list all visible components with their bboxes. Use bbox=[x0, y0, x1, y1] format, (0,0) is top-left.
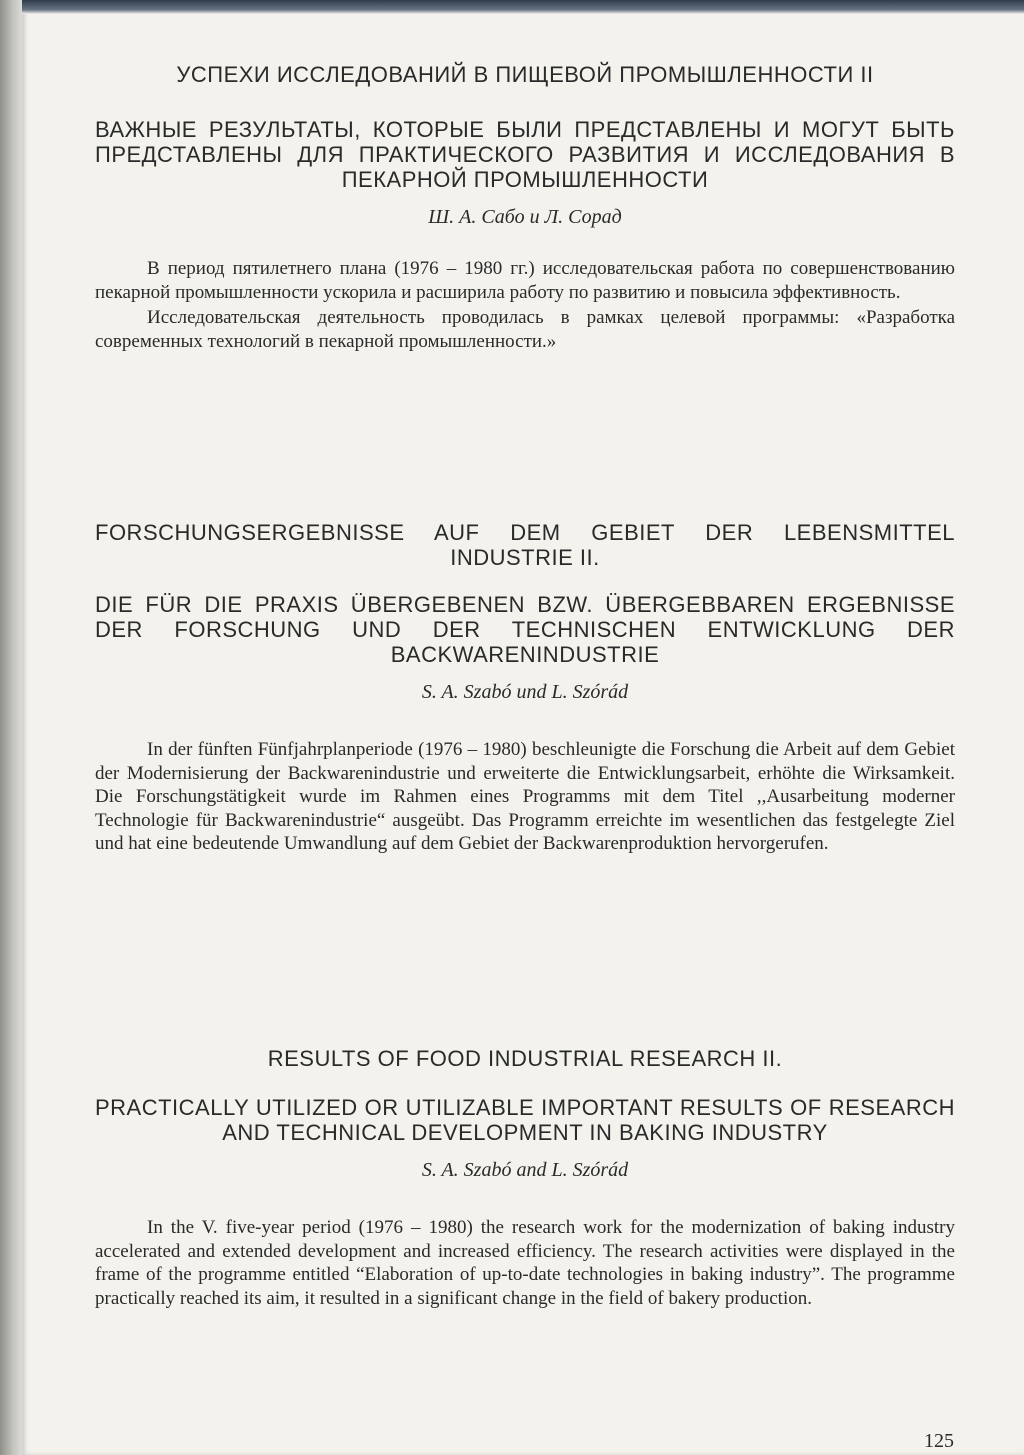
section-title: УСПЕХИ ИССЛЕДОВАНИЙ В ПИЩЕВОЙ ПРОМЫШЛЕННОСТИ II bbox=[176, 62, 874, 87]
section-subtitle: DIE FÜR DIE PRAXIS ÜBERGEBENEN BZW. ÜBERGEBBAREN ERGEBNISSE DER FORSCHUNG UND DER TECHNISCHEN ENTWICKLUNG DER BACKWARENINDUSTRIE bbox=[95, 592, 955, 667]
paragraph: In the V. five-year period (1976 – 1980) the research work for the modernization of baking industry accelerated and extended development and increased efficiency. The research activities were displayed in the frame of the programme entitled “Elaboration of up-to-date technologies in baking industry”. The programme practically reached its aim, it resulted in a significant change in the field of bakery production. bbox=[95, 1217, 955, 1309]
scan-top-edge bbox=[22, 0, 1024, 14]
section-russian bbox=[95, 62, 955, 353]
book-spine-shadow bbox=[0, 0, 22, 1455]
paragraph: В период пятилетнего плана (1976 – 1980 гг.) исследовательская работа по совершенствованию пекарной промышленности ускорила и расширила работу по развитию и повысила эффективность. bbox=[95, 258, 955, 303]
paragraph: Исследовательская деятельность проводилась в рамках целевой программы: «Разработка современных технологий в пекарной промышленности.» bbox=[95, 307, 955, 352]
authors: S. A. Szabó and L. Szórád bbox=[421, 1159, 629, 1181]
section-title: FORSCHUNGSERGEBNISSE AUF DEM GEBIET DER LEBENSMITTEL INDUSTRIE II. bbox=[95, 520, 955, 570]
paragraph: In der fünften Fünfjahrplanperiode (1976 – 1980) beschleunigte die Forschung die Arbeit auf dem Gebiet der Modernisierung der Backwarenindustrie und erweiterte die Entwicklungsarbeit, erhöhte die Wirksamkeit. Die Forschungstätigkeit wurde im Rahmen eines Programms mit dem Titel ,,Ausarbeitung moderner Technologie für Backwarenindustrie“ ausgeübt. Das Programm erreichte im wesentlichen das festgelegte Ziel und hat eine bedeutende Umwandlung auf dem Gebiet der Backwarenproduktion hervorgerufen. bbox=[95, 739, 955, 854]
section-subtitle: PRACTICALLY UTILIZED OR UTILIZABLE IMPORTANT RESULTS OF RESEARCH AND TECHNICAL DEVELOPMENT IN BAKING INDUSTRY bbox=[95, 1095, 955, 1145]
section-subtitle: ВАЖНЫЕ РЕЗУЛЬТАТЫ, КОТОРЫЕ БЫЛИ ПРЕДСТАВЛЕНЫ И МОГУТ БЫТЬ ПРЕДСТАВЛЕНЫ ДЛЯ ПРАКТИЧЕСКОГО РАЗВИТИЯ И ИССЛЕДОВАНИЯ В ПЕКАРНОЙ ПРОМЫШЛЕННОСТИ bbox=[95, 117, 955, 192]
authors: Ш. А. Сабо и Л. Сорад bbox=[428, 206, 622, 228]
section-english bbox=[95, 1046, 955, 1310]
section-german bbox=[95, 520, 955, 856]
authors: S. A. Szabó und L. Szórád bbox=[421, 681, 629, 703]
section-title: RESULTS OF FOOD INDUSTRIAL RESEARCH II. bbox=[267, 1046, 783, 1071]
page-number: 125 bbox=[924, 1430, 954, 1452]
